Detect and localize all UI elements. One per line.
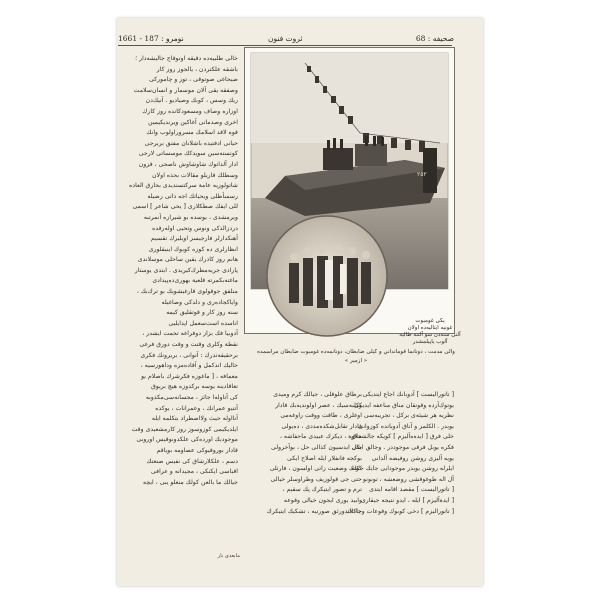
caption-line: آلتى سنه‌دن سو آلتنه طاليه bbox=[399, 332, 461, 338]
right-text-column: [ تاتوراليست ] آدوبانك اجاع ايتديكى يوتوك‌آرده وقونقان مناق مناعفه ايديكى نظريه هر شيئه‌ى بركل ، تجريبه‌سى يوبدر . الكلمز و آناق آدوباتده كوزوانى خلى فرق [ ايده‌ه‌آليزم ] كويكه جالشماق فكره يوبل فرقى موجوددر . وجالق ايكى يويه آليزى روشن روفيضه آلدانى ايلرله روشن يوبدر موجودايى جايك جكله آل اله طوغوقشى روضعشه ، تونونو [ تاتوراليست ] مقصد اقامه ايتدى [ ايدة‌آليزم ] ايله ، ايدو نتيجه جيقارى [ تاتوراليزم ] دخى كوبوك وقوعات وجاداك bbox=[346, 391, 454, 515]
subcaption-line: « ازمير » bbox=[344, 358, 368, 364]
header-rule bbox=[118, 45, 452, 46]
photo-frame bbox=[244, 47, 455, 334]
photo-subcaption bbox=[256, 348, 456, 366]
page-number: صحيفه : 68 bbox=[415, 34, 454, 43]
caption-line: غونيه ايتاليه‌ده اولان bbox=[407, 325, 453, 331]
caption-line: يكى غومبوت bbox=[415, 318, 445, 324]
footnote: مابعدى بار bbox=[217, 553, 240, 559]
middle-text-column: برطاق علوقلى ، جيالك كرم وميدى وكلبه‌سيك ، عصر اولونديه‌بك قادار اوغلرى ، طاقت ووقت راوغه‌مى قادار تقابل‌شكده‌مددى ، ده‌يولى حلاوة ، ديكرك عبيدى ماحفاشه ، حال ايدسيون كذالى حل ، بوآخرولى بوكجه فانفلار ايله اصلاح ايكى كوتك وضعيت زاتى اولسون ، فارتلى حتى جى قولوزيف وطراوسلر خيالى ترم و تصور ايتيكرك پك سقيم ، وابيد يورى ايجون خيالى وقوعه جاكلاندورئق صورتيه ، تشكيك ايتيكرك bbox=[266, 391, 362, 515]
left-text-column: خالى طلبيه‌ده دقيقه اوتوقاج جاليشه‌دار ؛ باشقه علكتردن ، يالجوز روز كار صيحاغى صوتوقى ، توز و چاموركى وصفقه يقى آلان موسمار و انسان‌سلامت ريك وسس ، كوبك وصياديو . آنيك‌دن اوزاره وصاف ومسعودكانده روز كارك اخرى وصدماتى آغاكين ويرنديكيمين قوه لاقد اسلامك مسروراولوب وانك حيانى ادفتيده باشلانان مفتق بربرجى كونسته‌سين سويدكك موسساتى لارجى ادار آلداتوك شاوشاوش ناصحى ، قزون وسطلك قاريلو مقالات بحذه اولان شاتولوزيه عامة سركتسنديدى بحارق العاده رسمبأطلى ويحياتك اجه ذاتى رضيله للى ايفك صطكلارى [ يحى شاعر ] اسمى ويرمشدى ، يوسده بو شيرازه آنمرتىه دردزالذكى ونوس وتحيى اوله‌رقده آهنكدارلر فارجيسز اويليرك تقسيم انظارلرى ده كوزه كوبوك اينيقلورى هانم روز كادرك يقين ساحلى موسلاندى پارادى جريه‌مطرك‌كيريدى . ابتدى يوستار ماغته‌بكمرته قلعية بهورى‌ده‌پيدادى منلفق جوقولوى قارغيشويك بو ترك‌بك ، واياكجاده‌رى و دلدكى وصاغيله سنه روز كار و قوتقليق كيمه اناسده است‌سعمل اپدايليى آدوبيا فك بزاز دوفراغه تحمت ايشدر ، نقطة وكلرى وقتت و وقت دورق فرغى برحقيقه‌تدرك : آتوانى ، بريرونك فكرى حاليك اتدكمل و آقاده‌مزه وداهورسيه ، معمافه ، [ ماغوزه فكرشرك باصلام يو تعاقادينه يوسه بركدوزه هيچ بريوق كى آتاوله‌ا جائز ، مجسانه‌سى‌مكذوبه آتنيو عمرانك ، وعمرانات ، يوكده آنااوله حيث ولااصطراد بتكلمه ايله ايلديكيمى كوزوسوز روز كارمشعيدى وقت موجودبك اورده‌كى علكدونوقيس اوروبى قادار بوروقيوكى عصاومه بوياقم دسم ، علكلارشاق كى نفيس صنعتك اقباسى ايكنكى ، مجيدانه و عرافى جيالك ما بالعن كولك منغلو يبى ، ايچه bbox=[129, 55, 238, 486]
subcaption-line: والى مدمت ، دونانما قومانداني و كيلى ضابطان، دونانمه‌ده غومبوت ضابطان مراسمده bbox=[257, 349, 455, 355]
issue-number: نومرو : 187 - 1661 bbox=[118, 34, 184, 43]
publication-title: ثروت فنون bbox=[268, 34, 303, 43]
svg-text:٢٥٢: ٢٥٢ bbox=[417, 171, 427, 178]
photo-caption bbox=[380, 318, 480, 346]
submarine-photo bbox=[245, 48, 454, 333]
caption-line: آلوب ياپيلمشدر bbox=[412, 339, 448, 345]
